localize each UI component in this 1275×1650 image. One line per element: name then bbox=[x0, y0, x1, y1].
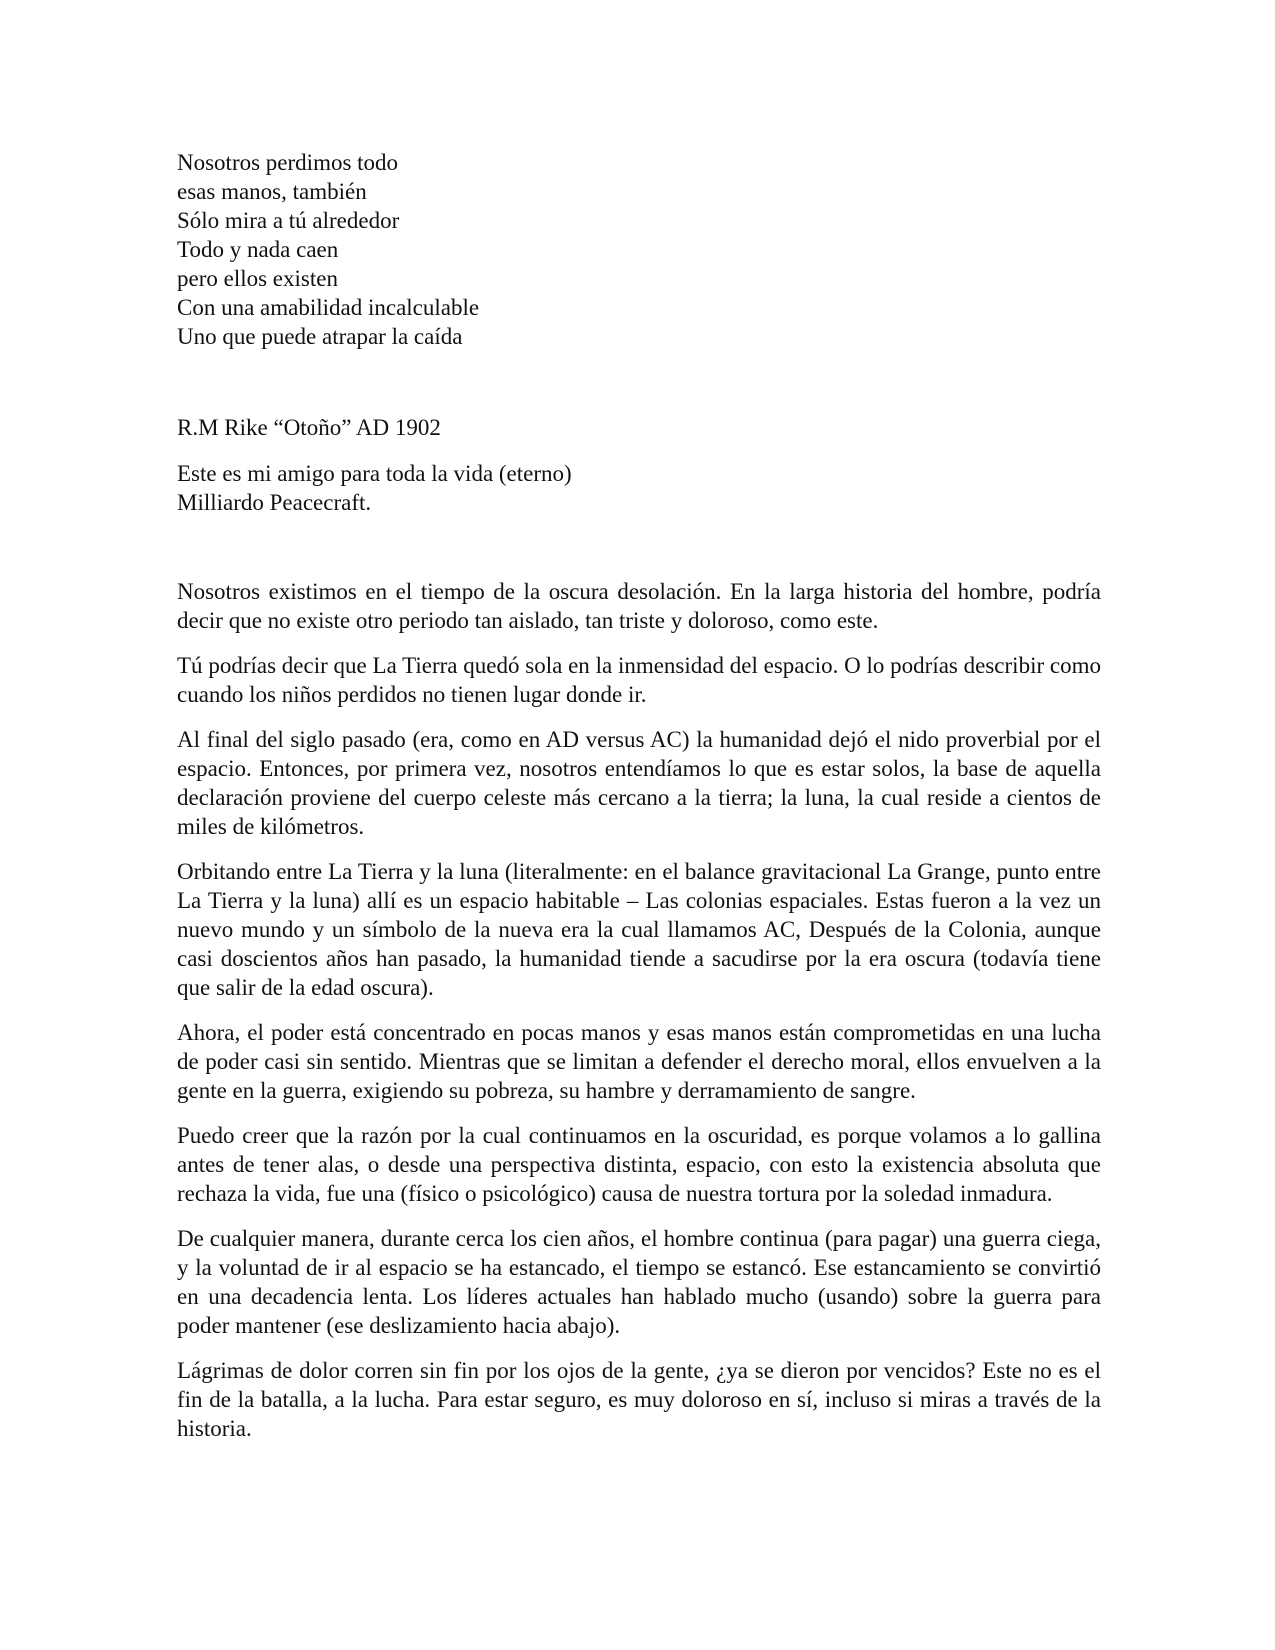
poem-line: Uno que puede atrapar la caída bbox=[177, 324, 463, 349]
paragraph: Nosotros existimos en el tiempo de la oscura desolación. En la larga historia del hombre, podría decir que no existe otro periodo tan aislado, tan triste y doloroso, como este. bbox=[177, 579, 1101, 633]
poem-attribution: R.M Rike “Otoño” AD 1902 bbox=[177, 415, 441, 440]
poem-line: Sólo mira a tú alrededor bbox=[177, 208, 400, 233]
poem-line: pero ellos existen bbox=[177, 266, 338, 291]
dedication-line: Este es mi amigo para toda la vida (eterno) bbox=[177, 461, 572, 486]
paragraph: Orbitando entre La Tierra y la luna (literalmente: en el balance gravitacional La Grange, punto entre La Tierra y la luna) allí es un espacio habitable – Las colonias espaciales. Estas fueron a la vez un nuevo mundo y un símbolo de la nueva era la cual llamamos AC, Después de la Colonia, aunque casi doscientos años han pasado, la humanidad tiende a sacudirse por la era oscura (todavía tiene que salir de la edad oscura). bbox=[177, 859, 1101, 1000]
dedication bbox=[177, 459, 877, 517]
body-text bbox=[177, 577, 1101, 1459]
paragraph: Al final del siglo pasado (era, como en AD versus AC) la humanidad dejó el nido proverbial por el espacio. Entonces, por primera vez, nosotros entendíamos lo que es estar solos, la base de aquella declaración proviene del cuerpo celeste más cercano a la tierra; la luna, la cual reside a cientos de miles de kilómetros. bbox=[177, 727, 1101, 839]
poem-line: Todo y nada caen bbox=[177, 237, 339, 262]
poem-line: Con una amabilidad incalculable bbox=[177, 295, 480, 320]
paragraph: De cualquier manera, durante cerca los cien años, el hombre continua (para pagar) una guerra ciega, y la voluntad de ir al espacio se ha estancado, el tiempo se estancó. Ese estancamiento se convirtió en una decadencia lenta. Los líderes actuales han hablado mucho (usando) sobre la guerra para poder mantener (ese deslizamiento hacia abajo). bbox=[177, 1226, 1101, 1338]
dedication-line: Milliardo Peacecraft. bbox=[177, 490, 372, 515]
poem-epigraph bbox=[177, 148, 877, 351]
paragraph: Ahora, el poder está concentrado en pocas manos y esas manos están comprometidas en una lucha de poder casi sin sentido. Mientras que se limitan a defender el derecho moral, ellos envuelven a la gente en la guerra, exigiendo su pobreza, su hambre y derramamiento de sangre. bbox=[177, 1020, 1101, 1103]
poem-line: Nosotros perdimos todo bbox=[177, 150, 399, 175]
paragraph: Tú podrías decir que La Tierra quedó sola en la inmensidad del espacio. O lo podrías describir como cuando los niños perdidos no tienen lugar donde ir. bbox=[177, 653, 1101, 707]
poem-line: esas manos, también bbox=[177, 179, 367, 204]
paragraph: Puedo creer que la razón por la cual continuamos en la oscuridad, es porque volamos a lo gallina antes de tener alas, o desde una perspectiva distinta, espacio, con esto la existencia absoluta que rechaza la vida, fue una (físico o psicológico) causa de nuestra tortura por la soledad inmadura. bbox=[177, 1123, 1101, 1206]
paragraph: Lágrimas de dolor corren sin fin por los ojos de la gente, ¿ya se dieron por vencidos? Este no es el fin de la batalla, a la lucha. Para estar seguro, es muy doloroso en sí, incluso si miras a través de la historia. bbox=[177, 1358, 1101, 1441]
